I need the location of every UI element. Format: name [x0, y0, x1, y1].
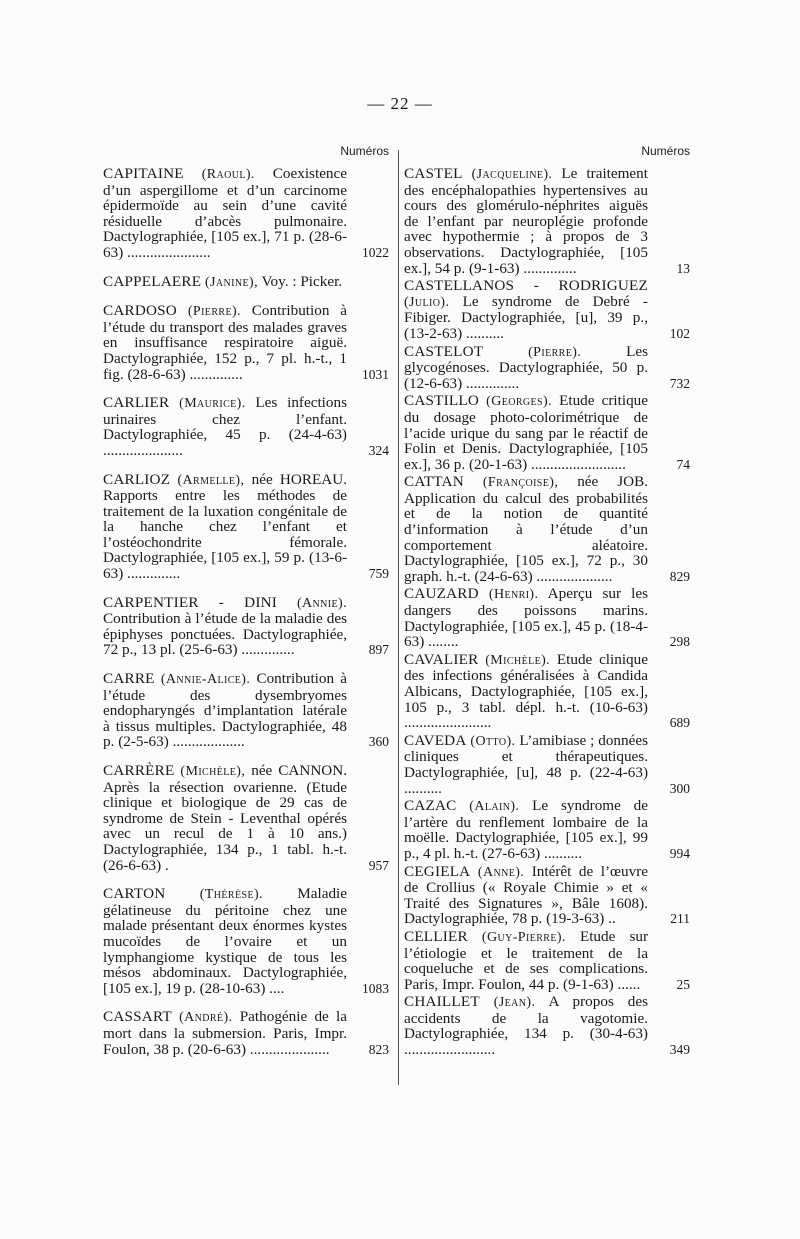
entry-number: 1083	[362, 980, 389, 996]
bibliography-entry	[103, 472, 393, 582]
bibliography-entry	[404, 344, 694, 392]
bibliography-entry	[103, 395, 393, 458]
author-given-name: (Jacqueline).	[471, 167, 553, 182]
author-surname: CARPENTIER - DINI	[103, 593, 278, 611]
entry-description: Etude sur l’étiologie et le traitement de la coqueluche et de ses complications. Paris, Impr. Foulon, 44 p. (9-1-63) ......	[404, 927, 649, 993]
entry-number: 1031	[362, 366, 389, 382]
author-surname: CAUZARD	[404, 585, 479, 603]
bibliography-entry	[103, 595, 393, 658]
author-given-name: (Armelle),	[177, 472, 245, 488]
entry-number: 897	[368, 642, 389, 658]
bibliography-entry	[404, 929, 694, 992]
entry-description: Maladie gélatineuse du péritoine chez une malade présentant deux énormes kystes mucoïdes de l’ovaire et un lymphangiome kystique de tous les mésos abdominaux. Dactylographiée, [105 ex.], 19 p. (28-10-63) ....	[103, 885, 348, 997]
entry-number: 689	[669, 715, 690, 731]
entry-description: Contribution à l’étude des dysembryomes endopharyngés d’implantation latérale à tissus multiples. Dactylographiée, 48 p. (2-5-63) ...................	[103, 670, 348, 751]
author-surname: CATTAN	[404, 473, 464, 491]
column-header: Numéros	[641, 144, 690, 158]
entry-description: Voy. : Picker.	[261, 272, 343, 290]
author-surname: CASSART	[103, 1008, 172, 1026]
entry-number: 298	[669, 634, 690, 650]
entry-list	[103, 166, 393, 1057]
author-surname: CEGIELA	[404, 862, 471, 880]
author-surname: CARTON	[103, 885, 166, 903]
author-given-name: (Henri).	[488, 587, 539, 603]
bibliography-entry	[103, 886, 393, 996]
entry-number: 349	[669, 1042, 690, 1058]
entry-number: 13	[676, 260, 690, 276]
bibliography-entry	[103, 274, 393, 291]
bibliography-entry	[404, 733, 694, 796]
bibliography-entry	[404, 474, 694, 584]
bibliography-entry	[103, 763, 393, 873]
entry-number: 759	[368, 566, 389, 582]
left-column	[103, 144, 393, 1070]
entry-description: A propos des accidents de la vagotomie. Dactylographiée, 134 p. (30-4-63) ........................	[404, 993, 649, 1059]
author-given-name: (Maurice).	[179, 396, 246, 412]
entry-number: 823	[368, 1041, 389, 1057]
entry-number: 74	[676, 456, 690, 472]
entry-number: 211	[670, 911, 690, 927]
entry-description: Le syndrome de l’artère du renflement lombaire de la moëlle. Dactylographiée, [105 ex.], 99 p., 4 pl. h.-t. (27-6-63) ..........	[404, 797, 649, 862]
entry-description: Le traitement des encéphalopathies hypertensives au cours des glomérulo-néphrites aiguës de l’enfant par neuroplégie profonde avec hypothermie ; à propos de 3 observations. Dactylographiée, [105 ex.], 54 p. (9-1-63) ..............	[404, 165, 648, 277]
column-divider	[398, 150, 399, 1085]
author-given-name: (Julio).	[404, 294, 450, 310]
bibliography-entry	[103, 303, 393, 382]
right-column	[404, 144, 694, 1060]
author-surname: CAVEDA	[404, 731, 467, 749]
author-surname: CARLIER	[103, 394, 170, 412]
entry-number: 102	[669, 325, 690, 341]
author-given-name: (Françoise),	[482, 475, 559, 491]
bibliography-entry	[404, 393, 694, 472]
bibliography-entry	[103, 166, 393, 261]
bibliography-entry	[404, 166, 694, 276]
entry-description: Coexistence d’un aspergillome et d’un carcinome épidermoïde au sein d’une cavité résiduelle d’abcès pulmonaire. Dactylographiée, [105 ex.], 71 p. (28-6-63) ......................	[103, 165, 348, 261]
entry-description: née JOB. Application du calcul des probabilités et de la notion de quantité d’information à l’étude d’un comportement aléatoire. Dactylographiée, [105 ex.], 72 p., 30 graph. h.-t. (24-6-63) ....................	[404, 473, 649, 585]
bibliography-entry	[404, 586, 694, 649]
entry-number: 360	[368, 734, 389, 750]
bibliography-entry	[404, 994, 694, 1057]
author-surname: CARRÈRE	[103, 762, 175, 779]
author-given-name: (Georges).	[486, 394, 552, 410]
author-given-name: (Pierre).	[528, 344, 582, 360]
entry-number: 829	[669, 568, 690, 584]
author-given-name: (Otto).	[470, 733, 516, 749]
author-surname: CAZAC	[404, 797, 457, 815]
author-surname: CASTELLANOS - RODRIGUEZ	[404, 277, 648, 295]
author-surname: CARLIOZ	[103, 470, 171, 488]
entry-description: Les glycogénoses. Dactylographiée, 50 p. (12-6-63) ..............	[404, 342, 648, 392]
author-given-name: (Annie-Alice).	[160, 672, 251, 688]
author-given-name: (Jean).	[493, 995, 536, 1011]
author-surname: CHAILLET	[404, 993, 480, 1011]
bibliography-entry	[404, 278, 694, 341]
author-surname: CAVALIER	[404, 650, 479, 668]
author-given-name: (Thérèse).	[199, 887, 263, 903]
entry-description: née CANNON. Après la résection ovarienne. (Etude clinique et biologique de 29 cas de syndrome de Stein - Leventhal opérés avec un recul de 1 à 10 ans.) Dactylographiée, 134 p., 1 tabl. h.-t. (26-6-63) .	[103, 762, 348, 874]
entry-description: Intérêt de l’œuvre de Crollius (« Royale Chimie » et « Traité des Signatures », Bâle 1608). Dactylographiée, 78 p. (19-3-63) ..	[404, 862, 649, 928]
author-given-name: (Annie).	[296, 595, 348, 611]
author-surname: CELLIER	[404, 927, 468, 945]
entry-number: 324	[368, 442, 389, 458]
bibliography-entry	[404, 652, 694, 731]
bibliography-entry	[404, 798, 694, 861]
entry-description: Etude clinique des infections généralisées à Candida Albicans, Dactylographiée, [105 ex.], 105 p., 3 tabl. dépl. h.-t. (10-6-63) .......................	[404, 650, 648, 732]
entry-number: 25	[676, 976, 690, 992]
entry-number: 1022	[362, 244, 389, 260]
entry-description: Le syndrome de Debré - Fibiger. Dactylographiée, [u], 39 p., (13-2-63) ..........	[404, 292, 648, 342]
author-given-name: (Michèle).	[485, 652, 551, 668]
author-surname: CASTILLO	[404, 392, 480, 410]
entry-list	[404, 166, 694, 1058]
bibliography-entry	[103, 671, 393, 750]
author-surname: CARDOSO	[103, 302, 177, 320]
author-given-name: (Michèle),	[180, 764, 246, 779]
bibliography-entry	[103, 1009, 393, 1057]
author-given-name: (Alain).	[469, 799, 520, 815]
entry-description: Les infections urinaires chez l’enfant. Dactylographiée, 45 p. (24-4-63) .....................	[103, 394, 347, 459]
author-surname: CARRE	[103, 670, 155, 688]
page-number: — 22 —	[367, 94, 433, 113]
author-given-name: (Anne).	[477, 864, 525, 880]
entry-description: Pathogénie de la mort dans la submersion. Paris, Impr. Foulon, 38 p. (20-6-63) .....................	[103, 1008, 347, 1058]
author-surname: CAPITAINE	[103, 165, 184, 182]
entry-description: Contribution à l’étude du transport des malades graves en insuffisance respiratoire aiguë. Dactylographiée, 152 p., 7 pl. h.-t., 1 fig. (28-6-63) ..............	[103, 302, 347, 383]
author-given-name: (Janine),	[205, 274, 258, 290]
entry-number: 994	[669, 845, 690, 861]
entry-description: Etude critique du dosage photo-colorimétrique de l’acide urique du sang par le réactif de Folin et Denis. Dactylographiée, [105 ex.], 36 p. (20-1-63) .........................	[404, 392, 649, 473]
author-given-name: (Pierre).	[187, 304, 241, 320]
entry-description: née HOREAU. Rapports entre les méthodes de traitement de la luxation congénitale de la hanche chez l’enfant et l’ostéochondrite fémorale. Dactylographiée, [105 ex.], 59 p. (13-6-63) ..............	[103, 470, 348, 583]
author-surname: CASTELOT	[404, 342, 484, 360]
entry-number: 732	[669, 375, 690, 391]
entry-number: 957	[368, 857, 389, 873]
column-header: Numéros	[340, 144, 389, 158]
entry-description: Aperçu sur les dangers des poissons marins. Dactylographiée, [105 ex.], 45 p. (18-4-63) ........	[404, 585, 648, 651]
bibliography-entry	[404, 864, 694, 927]
entry-description: Contribution à l’étude de la maladie des épiphyses ponctuées. Dactylographiée, 72 p., 13 pl. (25-6-63) ..............	[103, 610, 347, 659]
author-surname: CASTEL	[404, 165, 463, 182]
author-given-name: (Guy-Pierre).	[481, 929, 566, 945]
entry-description: L’amibiase ; données cliniques et thérapeutiques. Dactylographiée, [u], 48 p. (22-4-63) ..........	[404, 731, 648, 797]
author-surname: CAPPELAERE	[103, 272, 202, 290]
author-given-name: (André).	[179, 1010, 233, 1026]
author-given-name: (Raoul).	[201, 167, 255, 182]
entry-number: 300	[669, 780, 690, 796]
